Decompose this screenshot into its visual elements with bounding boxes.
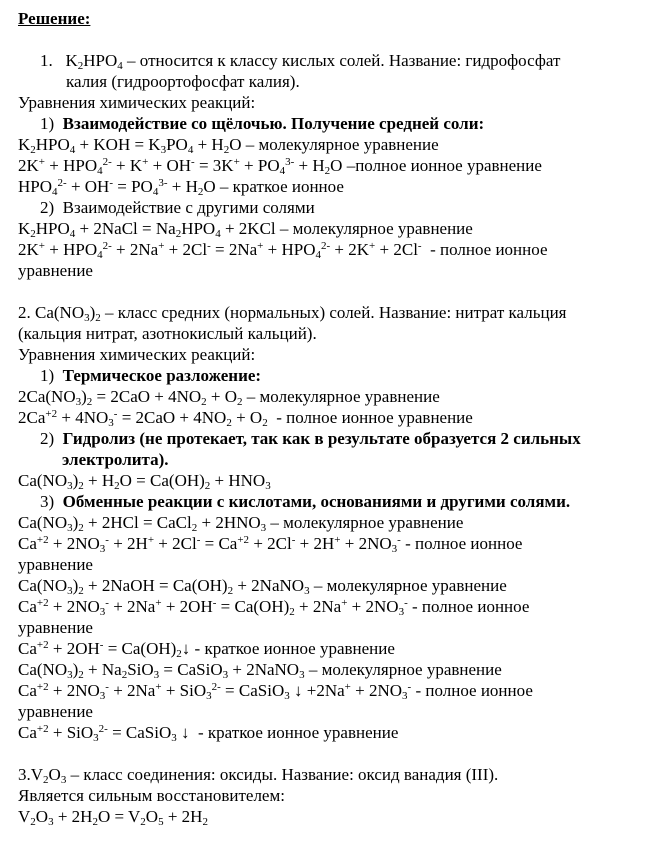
subitem-heading: 3) Обменные реакции с кислотами, основаниями и другими солями. (40, 492, 571, 511)
equation-line: $Ca^{+2} + 2NO_3^- + 2Na^+ + 2OH^- = Ca(OH)_2 + 2Na^+ + 2NO_3^-$ - полное ионное (18, 597, 530, 618)
subitem-heading-cont: электролита). (62, 450, 169, 469)
equation-line: $HPO_4^{2-} + OH^- = PO_4^{3-} + H_2O$ – краткое ионное (18, 177, 344, 198)
item-1-text-cont: калия (гидроортофосфат калия). (66, 72, 300, 91)
equation-line: $Ca(NO_3)_2 + 2HCl$ = CaCl$_2$ + $2HNO_3$ – молекулярное уравнение (18, 513, 464, 534)
equation-line: $Ca(NO_3)_2$ + 2NaOH = $Ca(OH)_2$ + 2NaNO$_3$ – молекулярное уравнение (18, 576, 507, 597)
equation-line: $K_2HPO_4$ + KOH = $K_3PO_4 + H_2O$ – молекулярное уравнение (18, 135, 439, 156)
subitem-heading: 2) Взаимодействие с другими солями (40, 198, 315, 217)
equation-line-cont: уравнение (18, 555, 93, 574)
subitem-heading: 2) Гидролиз (не протекает, так как в результате образуется 2 сильных (40, 429, 581, 448)
item-3-text: $3.V_2O_3$ – класс соединения: оксиды. Название: оксид ванадия (III). (18, 765, 499, 786)
equation-line-cont: уравнение (18, 261, 93, 280)
reactions-heading: Уравнения химических реакций: (18, 345, 256, 364)
equation-line: $Ca^{+2} + 2NO_3^- + 2Na^+ + SiO_3^{2-}$ = CaSiO$_3$ ↓ $+2Na^+ + 2NO_3^-$ - полное ионное (18, 681, 533, 702)
equation-line: $K_2HPO_4$ + 2NaCl = $Na_2HPO_4 + 2KCl$ – молекулярное уравнение (18, 219, 473, 240)
subitem-heading: 1) Взаимодействие со щёлочью. Получение средней соли: (40, 114, 485, 133)
solution-heading: Решение: (18, 9, 91, 28)
equation-line: $V_2O_3 + 2H_2O = V_2O_5 + 2H_2$ (18, 807, 208, 828)
reactions-heading: Уравнения химических реакций: (18, 93, 256, 112)
equation-line: $Ca^{+2} + 2OH^-$ = $Ca(OH)_2↓$ - краткое ионное уравнение (18, 639, 395, 660)
equation-line: $2K^+ + HPO_4^{2-} + 2Na^+ + 2Cl^- = 2Na^+ + HPO_4^{2-} + 2K^+ + 2Cl^-$ - полное ионное (18, 240, 548, 261)
equation-line-cont: уравнение (18, 618, 93, 637)
equation-line: $2Ca^{+2} + 4NO_3^- = 2CaO + 4NO_2 + O_2$ - полное ионное уравнение (18, 408, 473, 429)
equation-line: $Ca(NO_3)_2 + H_2O = Ca(OH)_2 + HNO_3$ (18, 471, 271, 492)
equation-line: $2K^+ + HPO_4^{2-} + K^+ + OH^- = 3K^+ + PO_4^{3-} + H_2O$ –полное ионное уравнение (18, 156, 542, 177)
equation-line-cont: уравнение (18, 702, 93, 721)
equation-line: $2Ca(NO_3)_2 = 2CaO + 4NO_2 + O_2$ – молекулярное уравнение (18, 387, 440, 408)
equation-line: $Ca^{+2} + SiO_3^{2-}$ = CaSiO$_3$ ↓ - краткое ионное уравнение (18, 723, 399, 744)
item-2-text-cont: (кальция нитрат, азотнокислый кальций). (18, 324, 317, 343)
item-1-text: 1. $K_2HPO_4$ – относится к классу кислых солей. Название: гидрофосфат (40, 51, 561, 72)
equation-line: $Ca(NO_3)_2 + Na_2SiO_3$ = CaSiO$_3$ + 2NaNO$_3$ – молекулярное уравнение (18, 660, 502, 681)
item-2-text: 2. $Ca(NO_3)_2$ – класс средних (нормальных) солей. Название: нитрат кальция (18, 303, 567, 324)
subitem-heading: 1) Термическое разложение: (40, 366, 262, 385)
item-3-text-cont: Является сильным восстановителем: (18, 786, 285, 805)
equation-line: $Ca^{+2} + 2NO_3^- + 2H^+ + 2Cl^- = Ca^{+2} + 2Cl^- + 2H^+ + 2NO_3^-$ - полное ионное (18, 534, 523, 555)
